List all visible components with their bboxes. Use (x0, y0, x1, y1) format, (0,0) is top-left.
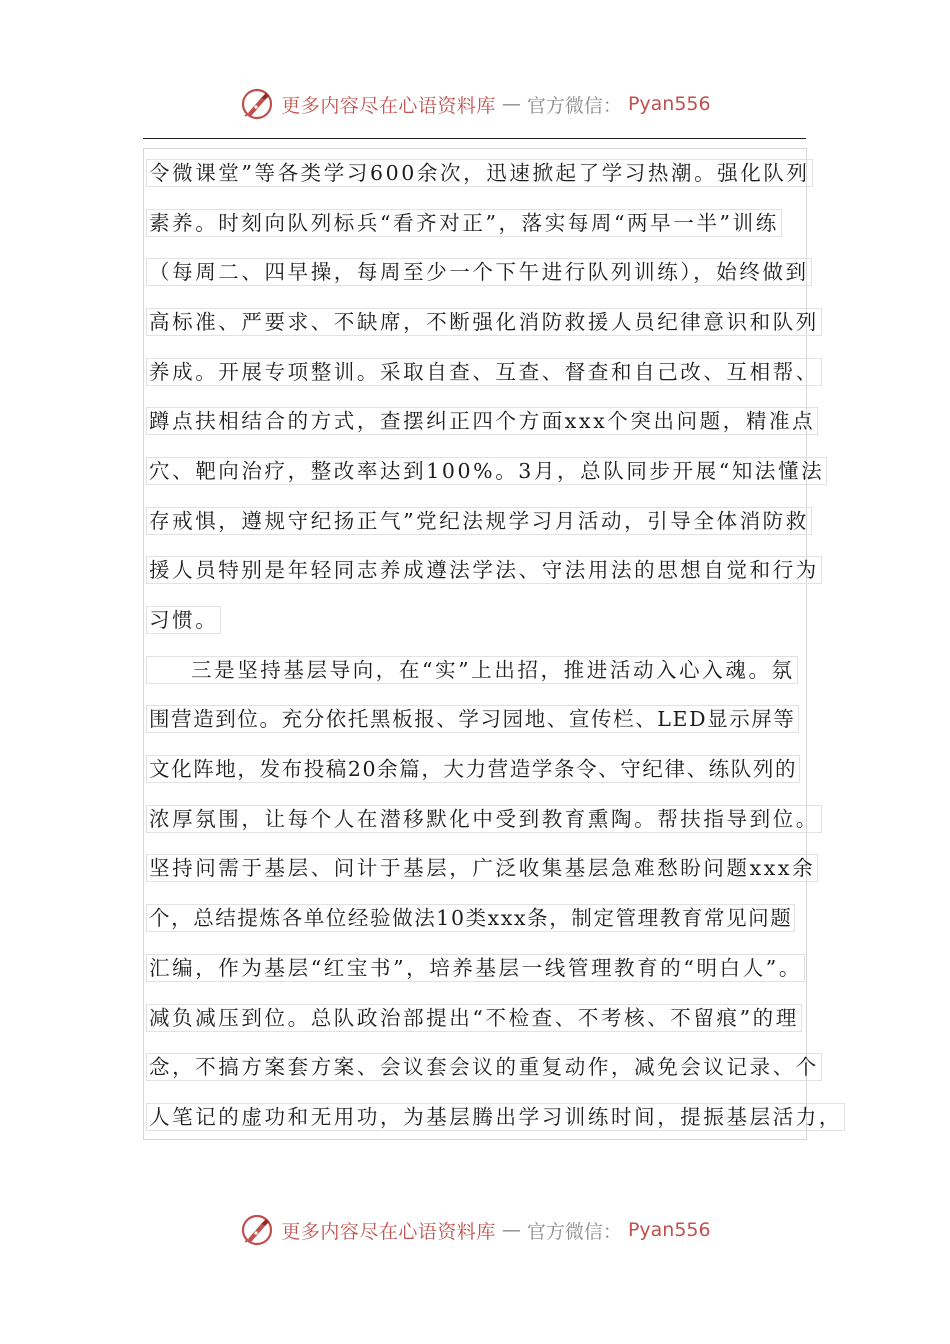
text-line-content: 养成。开展专项整训。采取自查、互查、督查和自己改、互相帮、 (146, 358, 822, 386)
header-divider (143, 138, 806, 139)
text-line-content: 穴、靶向治疗，整改率达到100%。3月，总队同步开展“知法懂法 (146, 457, 827, 485)
text-line (146, 347, 826, 397)
text-line (146, 844, 826, 894)
text-line-content: 存戒惧，遵规守纪扬正气”党纪法规学习月活动，引导全体消防救 (146, 507, 812, 535)
text-line (146, 645, 826, 695)
footer-wechat-label: 官方微信： (526, 1220, 622, 1243)
text-line-content: 减负减压到位。总队政治部提出“不检查、不考核、不留痕”的理 (146, 1004, 802, 1032)
text-line (146, 1092, 842, 1142)
text-line-content: 蹲点扶相结合的方式，查摆纠正四个方面xxx个突出问题，精准点 (146, 407, 818, 435)
text-line-content: 习惯。 (146, 606, 221, 634)
text-line (146, 695, 826, 745)
text-line-content: 浓厚氛围，让每个人在潜移默化中受到教育熏陶。帮扶指导到位。 (146, 805, 822, 833)
footer-wechat-id: Pyan556 (627, 1219, 711, 1241)
text-line-content: 三是坚持基层导向，在“实”上出招，推进活动入心入魂。氛 (146, 656, 798, 684)
text-line (146, 943, 826, 993)
footer-promo-text: 更多内容尽在心语资料库 (281, 1220, 496, 1243)
header-separator: — (501, 93, 521, 115)
text-line-content: 素养。时刻向队列标兵“看齐对正”，落实每周“两早一半”训练 (146, 209, 782, 237)
footer-banner (0, 1208, 950, 1252)
text-line (146, 546, 826, 596)
body-text (146, 148, 842, 1142)
text-line (146, 297, 826, 347)
text-line (146, 744, 826, 794)
text-line-content: 汇编，作为基层“红宝书”，培养基层一线管理教育的“明白人”。 (146, 954, 805, 982)
text-line-content: 援人员特别是年轻同志养成遵法学法、守法用法的思想自觉和行为 (146, 556, 822, 584)
header-banner (0, 82, 950, 126)
pen-nib-logo-icon (239, 86, 275, 122)
text-line-content: 坚持问需于基层、问计于基层，广泛收集基层急难愁盼问题xxx余 (146, 854, 818, 882)
text-line (146, 893, 826, 943)
text-line-content: 人笔记的虚功和无用功，为基层腾出学习训练时间，提振基层活力， (146, 1103, 845, 1131)
text-line-content: 高标准、严要求、不缺席，不断强化消防救援人员纪律意识和队列 (146, 308, 822, 336)
text-line-content: 令微课堂”等各类学习600余次，迅速掀起了学习热潮。强化队列 (146, 159, 813, 187)
text-line (146, 496, 826, 546)
text-line-content: 围营造到位。充分依托黑板报、学习园地、宣传栏、LED显示屏等 (146, 705, 799, 733)
text-line (146, 247, 826, 297)
header-wechat-id: Pyan556 (627, 93, 711, 115)
text-line (146, 1042, 826, 1092)
text-line (146, 198, 826, 248)
footer-separator: — (501, 1219, 521, 1241)
text-line-content: （每周二、四早操，每周至少一个下午进行队列训练），始终做到 (146, 258, 812, 286)
header-wechat-label: 官方微信： (526, 94, 622, 117)
text-line-content: 文化阵地，发布投稿20余篇，大力营造学条令、守纪律、练队列的 (146, 755, 800, 783)
text-line (146, 794, 826, 844)
text-line (146, 595, 826, 645)
text-line (146, 446, 826, 496)
pen-nib-logo-icon (239, 1212, 275, 1248)
text-line (146, 148, 826, 198)
text-line-content: 念，不搞方案套方案、会议套会议的重复动作，减免会议记录、个 (146, 1053, 822, 1081)
text-line (146, 993, 826, 1043)
text-line (146, 396, 826, 446)
text-line-content: 个，总结提炼各单位经验做法10类xxx条，制定管理教育常见问题 (146, 904, 795, 932)
header-promo-text: 更多内容尽在心语资料库 (281, 94, 496, 117)
